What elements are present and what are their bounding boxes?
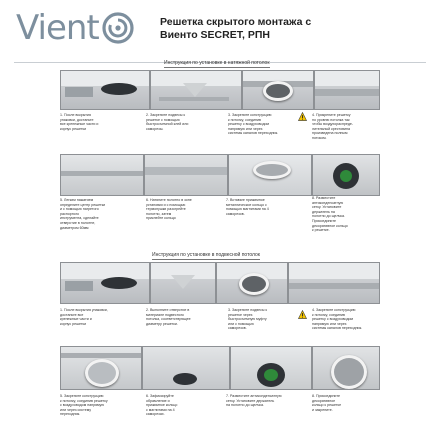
step-s2-6: 6. Зафиксируйте обрамление и прижимное кольцо с магнитами на 4 саморезах. — [146, 394, 178, 417]
photo-s2-4 — [288, 262, 380, 304]
title-line-2: Виенто SECRET, РПН — [160, 29, 270, 41]
step-s1-4: 4. Прикрепите решетку по уровню потолка так чтобы воздухораспреде- лительный крестовина произведена полным потоком. — [312, 113, 354, 140]
photo-s1-2 — [150, 70, 242, 110]
document-title — [160, 16, 420, 42]
step-s2-2: 2. Выполните отверстие в материале подвесного потолка, соответствующее диаметру решетки. — [146, 308, 191, 326]
warning-icon — [298, 310, 307, 319]
step-s2-4: 4. Закрепите конструкцию к потолку, соединив решетку с воздуховодом напрямую или через системы каналов переходник. — [312, 308, 363, 331]
step-s1-6: 6. Натяните полотно в зоне установки и с помощью термопушки разогрейте полотно, затем приклейте кольцо — [146, 198, 192, 221]
step-s1-5: 5. Легким нажатием определите центр решетки и с помощью нагретого распорного инструмента, сделайте отверстие в полотне, диаметром 60мм — [60, 198, 106, 230]
step-s1-1: 1. После вскрытия упаковки, достаньте все крепежные части и корпус решетки — [60, 113, 99, 131]
photo-s2-1 — [60, 262, 150, 304]
step-s1-8: 8. Разместите антиконденсатную сетку. Установите держатель на полотно до щелчка. Присоедините декоративное кольцо к решетке. — [312, 196, 348, 233]
step-s1-7: 7. Вставьте прижимное металлическое кольцо с помощью магнитами на 4 саморезов. — [226, 198, 269, 216]
step-s1-2: 2. Закрепите подвесы к решетке с помощью быстросъемной клей или саморезы. — [146, 113, 189, 131]
section-1-title: Инструкция по установке в натяжной потолок — [164, 60, 270, 66]
section-2-title: Инструкция по установке в подвесной потолок — [152, 252, 260, 258]
step-s1-3: 3. Закрепите конструкцию к потолку, соединив решетку с воздуховодом напрямую или через системы каналов переходник. — [228, 113, 279, 136]
step-s2-3: 3. Закрепите подвесы к решетке через быстросъемную муфту или с помощью саморезов. — [228, 308, 268, 331]
brand-logo — [14, 4, 142, 62]
photo-s1-8 — [312, 154, 380, 196]
title-line-1: Решетка скрытого монтажа с — [160, 16, 312, 28]
logo-text: Vient — [16, 8, 99, 48]
photo-s1-3 — [242, 70, 314, 110]
photo-s1-4 — [314, 70, 380, 110]
step-s2-5: 5. Закрепите конструкцию к потолку, соединив решетку с воздуховодом напрямую или через систему переходник. — [60, 394, 108, 417]
photo-s2-5 — [60, 346, 142, 390]
warning-icon — [298, 112, 307, 121]
photo-s1-6 — [144, 154, 228, 196]
photo-s2-3 — [216, 262, 288, 304]
photo-s1-7 — [228, 154, 312, 196]
photo-s2-6 — [142, 346, 230, 390]
photo-s2-8 — [312, 346, 380, 390]
step-s2-1: 1. После вскрытия упаковки, достаньте все крепежные части и корпус решетки — [60, 308, 108, 326]
photo-s2-2 — [150, 262, 216, 304]
photo-s2-7 — [230, 346, 312, 390]
photo-s1-1 — [60, 70, 150, 110]
header — [14, 4, 426, 63]
step-s2-7: 7. Разместите антиконденсатную сетку. Установите держатель на полотно до щелчка. — [226, 394, 282, 408]
photo-s1-5 — [60, 154, 144, 196]
logo-swirl-icon — [101, 11, 135, 45]
step-s2-8: 8. Присоедините декоративное кольцо к решетке и закрепите. — [312, 394, 342, 412]
